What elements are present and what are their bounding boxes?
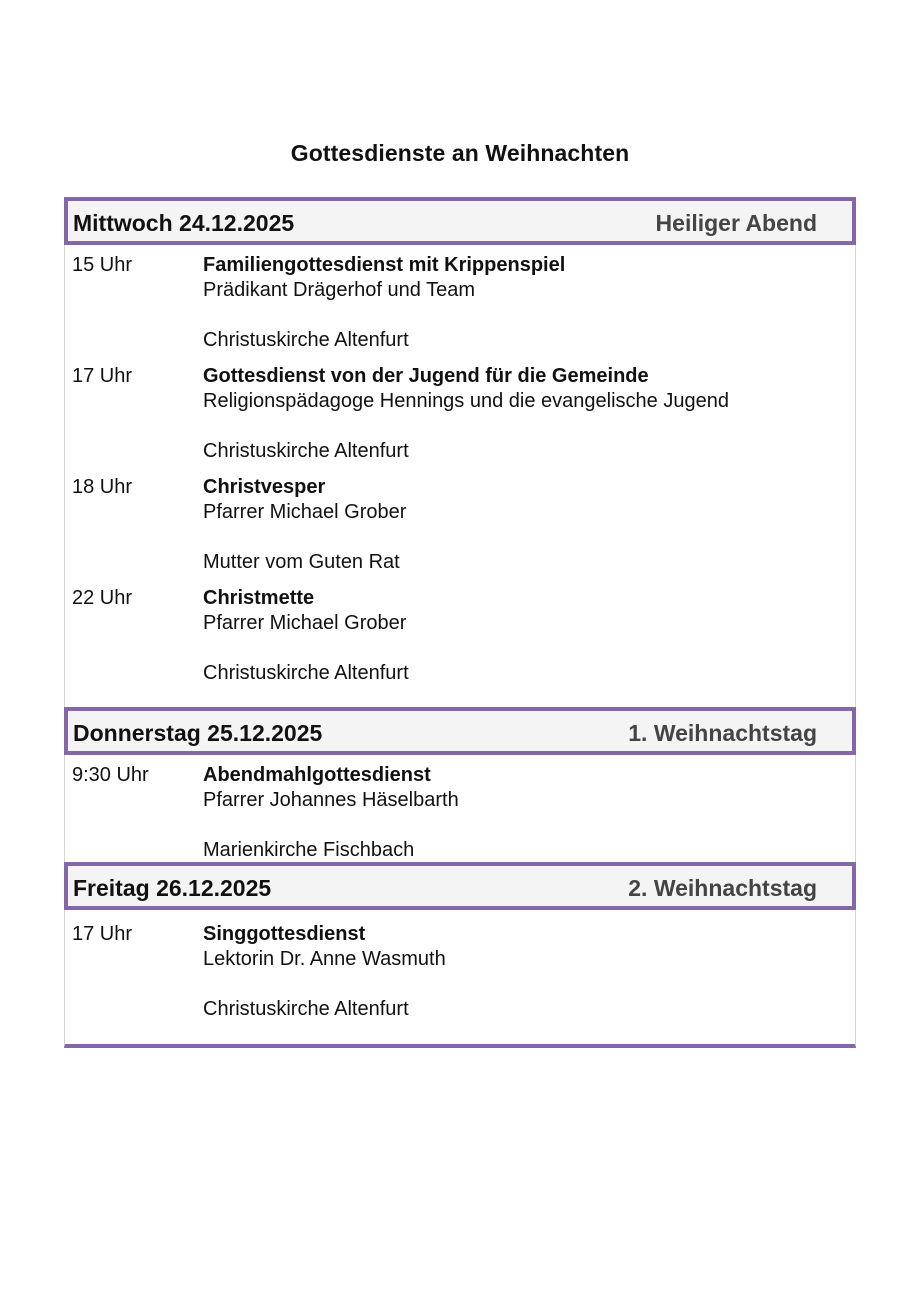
day-services	[64, 245, 856, 707]
service-time: 22 Uhr	[72, 587, 133, 609]
service-entry	[65, 586, 855, 697]
day-label: 2. Weihnachtstag	[628, 875, 817, 901]
service-entry	[65, 364, 855, 475]
day-services	[64, 755, 856, 862]
service-details	[203, 922, 446, 1022]
service-title: Gottesdienst von der Jugend für die Gemeinde	[203, 365, 649, 387]
service-time: 9:30 Uhr	[72, 764, 149, 786]
page-title: Gottesdienste an Weihnachten	[290, 140, 630, 166]
service-time: 17 Uhr	[72, 923, 133, 945]
service-details	[203, 586, 409, 686]
service-details	[203, 763, 459, 863]
service-time: 15 Uhr	[72, 254, 133, 276]
day-date: Freitag 26.12.2025	[73, 875, 272, 901]
service-entry	[65, 763, 855, 862]
service-location: Marienkirche Fischbach	[203, 839, 415, 861]
service-leader: Pfarrer Johannes Häselbarth	[203, 789, 459, 811]
service-details	[203, 364, 729, 464]
service-entry	[65, 922, 855, 1024]
service-title: Christmette	[203, 587, 315, 609]
service-title: Abendmahlgottesdienst	[203, 764, 431, 786]
service-leader: Pfarrer Michael Grober	[203, 612, 407, 634]
service-details	[203, 253, 565, 353]
service-title: Familiengottesdienst mit Krippenspiel	[203, 254, 566, 276]
service-title: Singgottesdienst	[203, 923, 366, 945]
service-entry	[65, 475, 855, 586]
service-title: Christvesper	[203, 476, 326, 498]
service-location: Christuskirche Altenfurt	[203, 998, 409, 1020]
day-header	[64, 862, 856, 910]
day-header	[64, 707, 856, 755]
day-header	[64, 197, 856, 245]
service-leader: Lektorin Dr. Anne Wasmuth	[203, 948, 446, 970]
service-details	[203, 475, 406, 575]
service-entry	[65, 253, 855, 364]
service-location: Mutter vom Guten Rat	[203, 551, 400, 573]
service-leader: Prädikant Drägerhof und Team	[203, 279, 476, 301]
day-date: Donnerstag 25.12.2025	[73, 720, 323, 746]
service-time: 17 Uhr	[72, 365, 133, 387]
day-label: 1. Weihnachtstag	[628, 720, 817, 746]
service-leader: Pfarrer Michael Grober	[203, 501, 407, 523]
day-label: Heiliger Abend	[655, 210, 817, 236]
service-location: Christuskirche Altenfurt	[203, 329, 409, 351]
day-date: Mittwoch 24.12.2025	[73, 210, 295, 236]
day-services	[64, 910, 856, 1048]
service-leader: Religionspädagoge Hennings und die evangelische Jugend	[203, 390, 729, 412]
service-time: 18 Uhr	[72, 476, 133, 498]
service-location: Christuskirche Altenfurt	[203, 440, 409, 462]
service-location: Christuskirche Altenfurt	[203, 662, 409, 684]
service-schedule	[64, 197, 856, 1048]
